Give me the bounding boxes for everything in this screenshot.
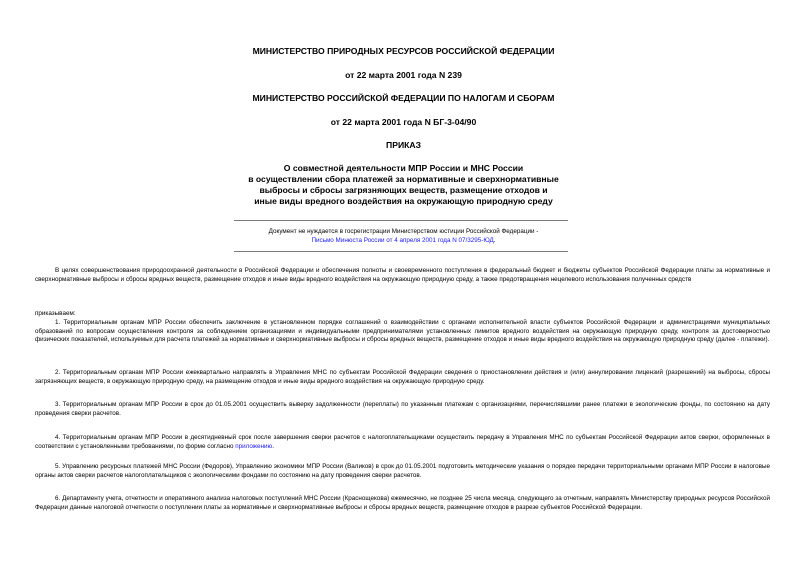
order-item-4-text: 4. Территориальным органам МПР России в десятидневный срок после завершения сверки расчетов с налогоплательщиками осуществить передачу в Управления МНС по субъектам Российской Федерации актов сверки, оформленных в соответствии с установленными требованиями, по форме согласно bbox=[35, 434, 770, 450]
order-item-4 bbox=[35, 434, 770, 451]
appendix-link[interactable]: приложению bbox=[235, 442, 273, 450]
document-type-heading: ПРИКАЗ bbox=[386, 140, 421, 150]
title-line: в осуществлении сбора платежей за нормативные и сверхнормативные bbox=[248, 174, 559, 184]
title-line: О совместной деятельности МПР России и МНС России bbox=[283, 163, 524, 173]
order-item-4-period: . bbox=[272, 442, 274, 450]
ministry-natural-resources-heading: МИНИСТЕРСТВО ПРИРОДНЫХ РЕСУРСОВ РОССИЙСКОЙ ФЕДЕРАЦИИ bbox=[252, 46, 555, 56]
order-item-6: 6. Департаменту учета, отчетности и оперативного анализа налоговых поступлений МНС России (Краснощекова) ежемесячно, не позднее 25 числа месяца, следующего за отчетным, направлять Министерству природных ресурсов Российской Федерации данные налоговой отчетности о поступлении платы за нормативные и сверхнормативные выбросы и сбросы вредных веществ, размещение отходов в разрезе субъектов Российской Федерации. bbox=[35, 495, 770, 511]
order-date-number-mns: от 22 марта 2001 года N БГ-3-04/90 bbox=[330, 117, 477, 127]
order-item-2: 2. Территориальным органам МПР России ежеквартально направлять в Управления МНС по субъектам Российской Федерации сведения о приостановлении действия и (или) аннулировании лицензий (разрешений) на выбросы, сбросы загрязняющих веществ, в окружающую природную среду, на размещение отходов и иные виды вредного воздействия на окружающую природную среду. bbox=[35, 369, 770, 385]
ministry-taxes-heading: МИНИСТЕРСТВО РОССИЙСКОЙ ФЕДЕРАЦИИ ПО НАЛОГАМ И СБОРАМ bbox=[252, 93, 555, 103]
registration-note bbox=[0, 227, 807, 245]
order-item-1: 1. Территориальным органам МПР России обеспечить заключение в установленном порядке соглашений о взаимодействии с органами исполнительной власти субъектов Российской Федерации и администрациями муниципальных образований по вопросам осуществления контроля за соблюдением организациями и индивидуальными предпринимателями установленных лимитов вредного воздействия на окружающую природную среду, контроля за достоверностью физических показателей, используемых для расчета платежей за нормативные и сверхнормативные выбросы и сбросы вредных веществ, размещение отходов и иные виды вредного воздействия на окружающую природную среду (далее - платежи). bbox=[35, 319, 770, 344]
title-line: выбросы и сбросы загрязняющих веществ, размещение отходов и bbox=[259, 185, 548, 195]
preamble-paragraph: В целях совершенствования природоохранной деятельности в Российской Федерации и обеспечения полноты и своевременного поступления в федеральный бюджет и бюджеты субъектов Российской Федерации платы за нормативные и сверхнормативные выбросы и сбросы вредных веществ, размещение отходов и иные виды вредного воздействия на окружающую природную среду, а также предотвращения нецелевого использования полученных средств bbox=[35, 267, 770, 283]
minjust-letter-link[interactable]: Письмо Минюста России от 4 апреля 2001 года N 07/3295-ЮД bbox=[311, 237, 494, 244]
order-item-5: 5. Управлению ресурсных платежей МНС России (Федоров), Управлению экономики МПР России (Валиков) в срок до 01.05.2001 подготовить методические указания о порядке передачи территориальными органами МПР России в налоговые органы актов сверки расчетов налогоплательщиков с экологическими фондами по состоянию на дату проведения сверки расчетов. bbox=[35, 463, 770, 479]
order-date-number-mpr: от 22 марта 2001 года N 239 bbox=[345, 70, 462, 80]
title-line: иные виды вредного воздействия на окружающую природную среду bbox=[254, 196, 553, 206]
top-divider bbox=[234, 220, 568, 221]
bottom-divider bbox=[234, 251, 568, 252]
order-item-3: 3. Территориальным органам МПР России в срок до 01.05.2001 осуществить выверку задолженности (переплаты) по указанным платежам с организациями, перечислявшими ранее платежи в экологические фонды, по состоянию на дату проведения сверки расчетов. bbox=[35, 401, 770, 417]
document-title bbox=[0, 163, 807, 207]
order-word: приказываем: bbox=[35, 310, 76, 317]
registration-note-line2 bbox=[0, 236, 807, 245]
registration-note-line: Документ не нуждается в госрегистрации Министерством юстиции Российской Федерации - bbox=[268, 228, 539, 235]
registration-note-period: . bbox=[493, 237, 496, 244]
